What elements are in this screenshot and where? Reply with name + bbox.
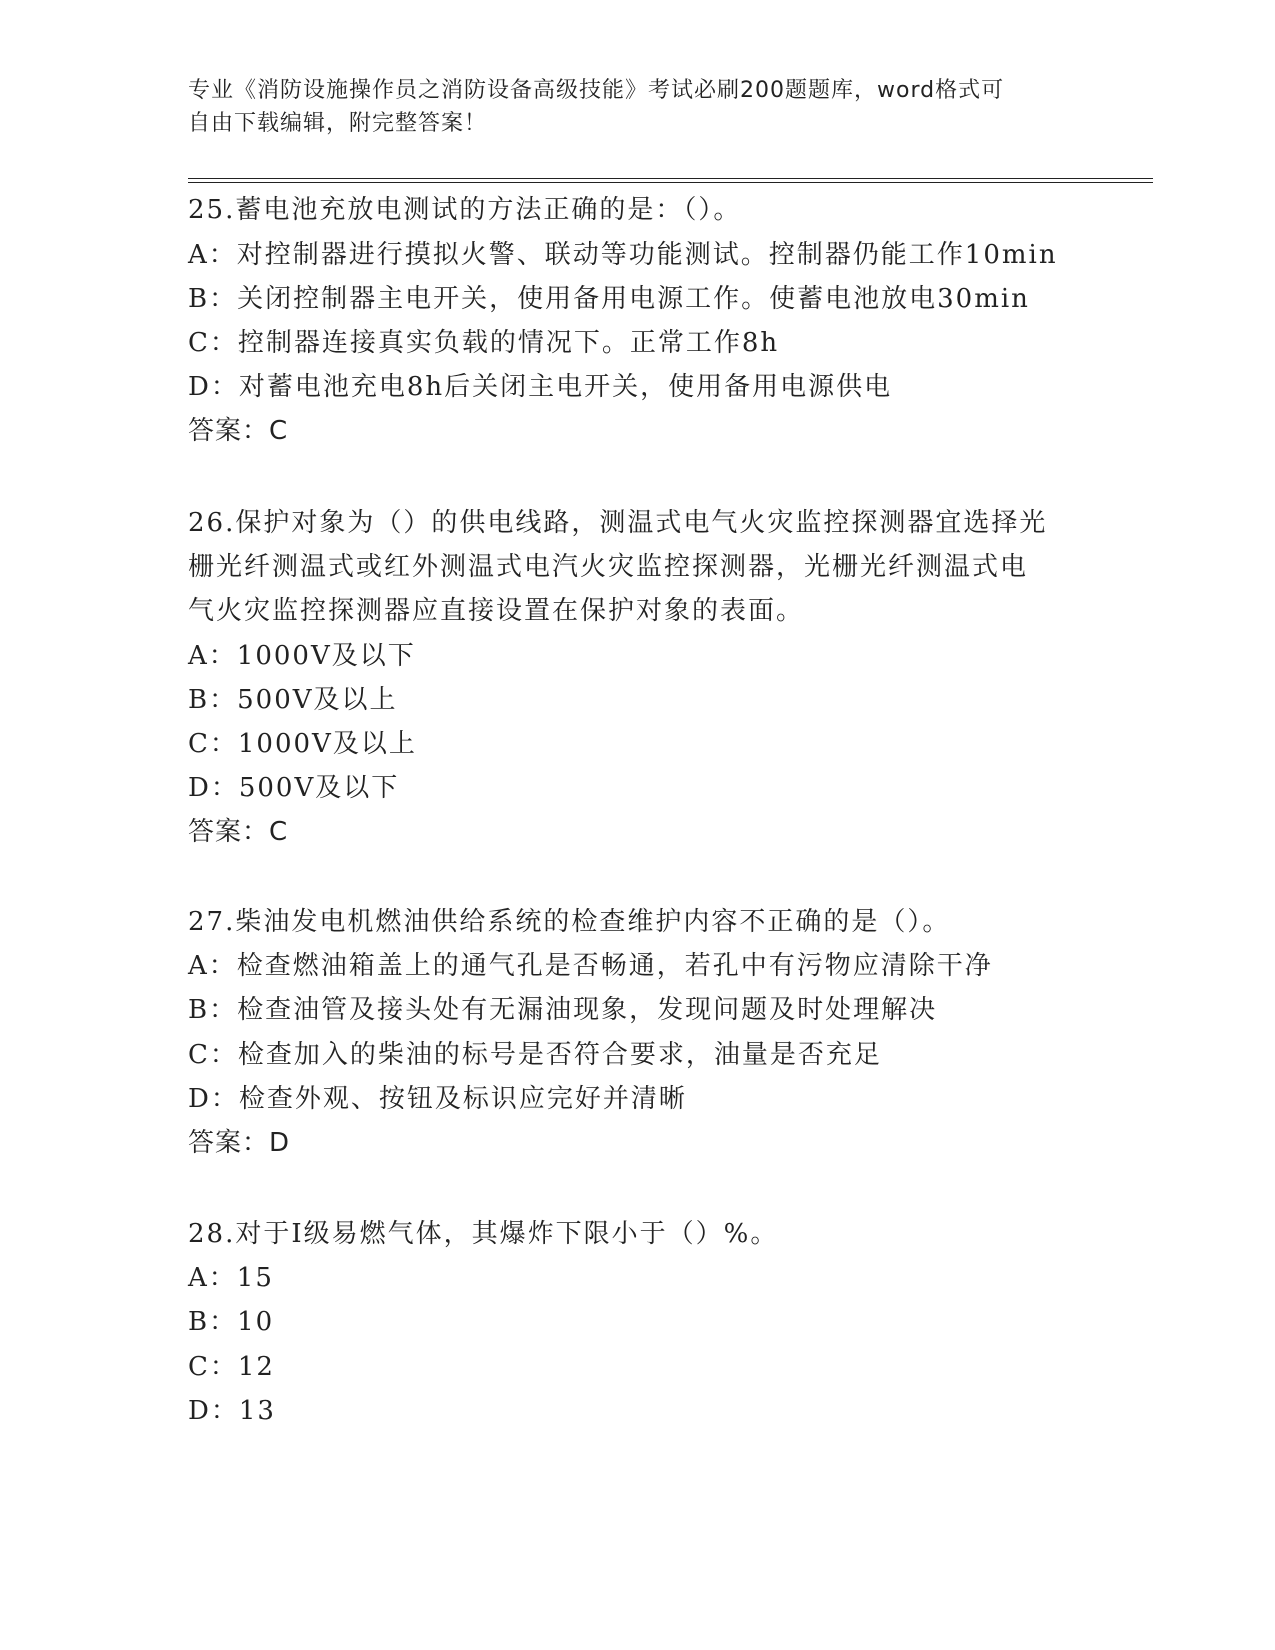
question-28-option-c: C：12 [188, 1352, 275, 1382]
question-28-option-a: A：15 [188, 1263, 274, 1293]
question-28-option-d: D：13 [188, 1396, 276, 1426]
question-27-answer: 答案：D [188, 1128, 291, 1158]
question-28-option-b: B：10 [188, 1307, 275, 1337]
header-line-2: 自由下载编辑，附完整答案！ [188, 111, 488, 136]
question-25-stem: 25.蓄电池充放电测试的方法正确的是：（）。 [188, 195, 742, 225]
question-28-stem: 28.对于Ⅰ级易燃气体，其爆炸下限小于（）%。 [188, 1219, 779, 1249]
header-line-1: 专业《消防设施操作员之消防设备高级技能》考试必刷200题题库，word格式可 [188, 78, 1005, 103]
question-26-answer: 答案：C [188, 817, 289, 847]
question-26-option-a: A：1000V及以下 [188, 641, 416, 671]
question-25-option-b: B：关闭控制器主电开关，使用备用电源工作。使蓄电池放电30min [188, 284, 1030, 314]
question-25-option-a: A：对控制器进行摸拟火警、联动等功能测试。控制器仍能工作10min [188, 240, 1058, 270]
header-divider-bottom [188, 182, 1153, 183]
question-27-option-d: D：检查外观、按钮及标识应完好并清晰 [188, 1084, 687, 1114]
question-25-option-d: D：对蓄电池充电8h后关闭主电开关，使用备用电源供电 [188, 372, 893, 402]
question-26-option-c: C：1000V及以上 [188, 729, 417, 759]
question-27-option-a: A：检查燃油箱盖上的通气孔是否畅通，若孔中有污物应清除干净 [188, 951, 993, 981]
document-header [188, 74, 1068, 140]
question-25-option-c: C：控制器连接真实负载的情况下。正常工作8h [188, 328, 780, 358]
question-26-stem-line-3: 气火灾监控探测器应直接设置在保护对象的表面。 [188, 596, 805, 626]
header-divider-top [188, 178, 1153, 179]
question-26-option-b: B：500V及以上 [188, 685, 398, 715]
question-26-stem-line-2: 栅光纤测温式或红外测温式电汽火灾监控探测器，光栅光纤测温式电 [188, 552, 1029, 582]
question-27-option-c: C：检查加入的柴油的标号是否符合要求，油量是否充足 [188, 1040, 882, 1070]
question-25-answer: 答案：C [188, 416, 289, 446]
question-27-stem: 27.柴油发电机燃油供给系统的检查维护内容不正确的是（）。 [188, 907, 951, 937]
question-26-option-d: D：500V及以下 [188, 773, 400, 803]
question-27-option-b: B：检查油管及接头处有无漏油现象，发现问题及时处理解决 [188, 995, 938, 1025]
question-26-stem-line-1: 26.保护对象为（）的供电线路，测温式电气火灾监控探测器宜选择光 [188, 508, 1048, 538]
